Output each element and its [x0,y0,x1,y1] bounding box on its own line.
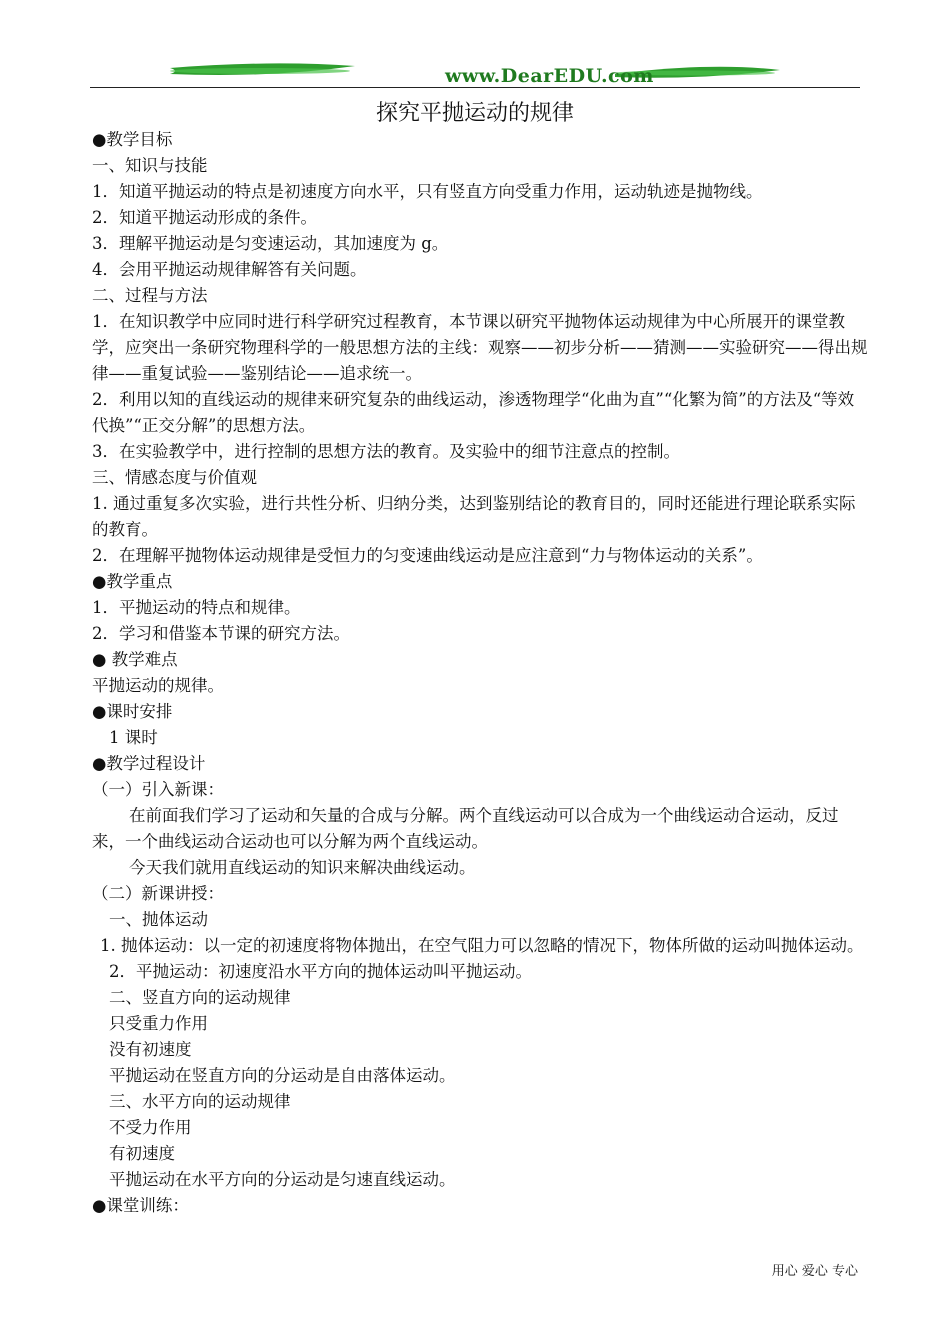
page-footer: 用心 爱心 专心 [771,1264,858,1279]
section-heading: ●教学重点 [92,572,173,591]
subsection-heading: （二）新课讲授： [92,884,224,903]
section-heading: ●教学目标 [92,130,173,149]
paragraph: 1. 抛体运动：以一定的初速度将物体抛出，在空气阻力可以忽略的情况下，物体所做的运动叫抛体运动。 [100,936,864,955]
subsection-heading: （一）引入新课： [92,780,224,799]
paragraph: 1．平抛运动的特点和规律。 [92,598,301,617]
section-heading: ●教学过程设计 [92,754,206,773]
paragraph: 平抛运动在水平方向的分运动是匀速直线运动。 [109,1170,456,1189]
subsection-heading: 三、水平方向的运动规律 [109,1092,291,1111]
paragraph: 今天我们就用直线运动的知识来解决曲线运动。 [129,858,476,877]
paragraph: 只受重力作用 [109,1014,208,1033]
paragraph: 2．知道平抛运动形成的条件。 [92,208,317,227]
paragraph: 在前面我们学习了运动和矢量的合成与分解。两个直线运动可以合成为一个曲线运动合运动，反过来，一个曲线运动合运动也可以分解为两个直线运动。 [92,806,839,851]
subsection-heading: 三、情感态度与价值观 [92,468,257,487]
paragraph: 平抛运动在竖直方向的分运动是自由落体运动。 [109,1066,456,1085]
paragraph: 平抛运动的规律。 [92,676,224,695]
paragraph: 没有初速度 [109,1040,192,1059]
paragraph: 2．平抛运动：初速度沿水平方向的抛体运动叫平抛运动。 [109,962,532,981]
subsection-heading: 二、过程与方法 [92,286,208,305]
site-header [90,60,860,90]
page-title: 探究平抛运动的规律 [375,101,574,126]
section-heading: ●课堂训练： [92,1196,189,1215]
paragraph: 2．学习和借鉴本节课的研究方法。 [92,624,350,643]
subsection-heading: 一、抛体运动 [109,910,208,929]
paragraph: 1 课时 [109,728,158,747]
header-rule [90,87,860,88]
paragraph: 2．在理解平抛物体运动规律是受恒力的匀变速曲线运动是应注意到“力与物体运动的关系”。 [92,546,763,565]
site-logo[interactable]: www.DearEDU.com [445,65,654,87]
subsection-heading: 一、知识与技能 [92,156,208,175]
paragraph: 不受力作用 [109,1118,192,1137]
paragraph: 3．理解平抛运动是匀变速运动，其加速度为 g。 [92,234,449,253]
paragraph: 2．利用以知的直线运动的规律来研究复杂的曲线运动，渗透物理学“化曲为直”“化繁为简”的方法及“等效代换”“正交分解”的思想方法。 [92,390,855,435]
section-heading: ●课时安排 [92,702,173,721]
paragraph: 3．在实验教学中，进行控制的思想方法的教育。及实验中的细节注意点的控制。 [92,442,680,461]
paragraph: 1．知道平抛运动的特点是初速度方向水平，只有竖直方向受重力作用，运动轨迹是抛物线。 [92,182,763,201]
paragraph: 4．会用平抛运动规律解答有关问题。 [92,260,367,279]
paragraph: 1．在知识教学中应同时进行科学研究过程教育，本节课以研究平抛物体运动规律为中心所展开的课堂教学，应突出一条研究物理科学的一般思想方法的主线：观察——初步分析——猜测——实验研究——得出规律——重复试验——鉴别结论——追求统一。 [92,312,868,383]
subsection-heading: 二、竖直方向的运动规律 [109,988,291,1007]
section-heading: ● 教学难点 [92,650,178,669]
paragraph: 有初速度 [109,1144,175,1163]
paragraph: 1. 通过重复多次实验，进行共性分析、归纳分类，达到鉴别结论的教育目的，同时还能进行理论联系实际的教育。 [92,494,856,539]
document-body [92,127,868,1219]
